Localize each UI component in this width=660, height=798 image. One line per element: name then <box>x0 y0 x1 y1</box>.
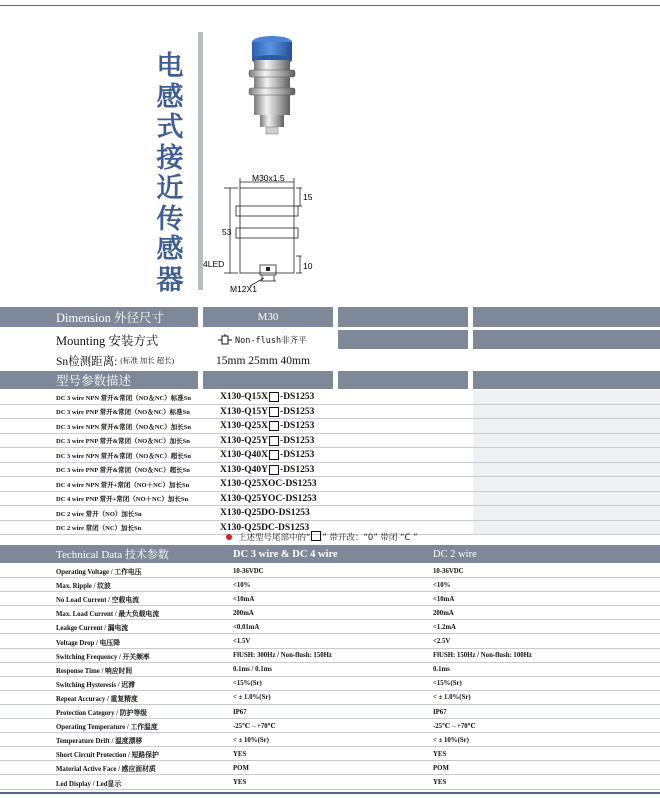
tech-value-dc2: POM <box>433 764 449 772</box>
tech-value-dc3: YES <box>233 750 247 758</box>
model-desc: DC 4 wire PNP 常开+常闭（NO＋NC）加长Sn <box>56 496 189 504</box>
tech-value-dc2: <15%(Sr) <box>433 680 462 688</box>
tech-label: Leakge Current / 漏电流 <box>56 625 129 633</box>
tech-label: Max. Ripple / 纹波 <box>56 583 111 591</box>
sn-label <box>56 351 174 370</box>
tech-value-dc2: YES <box>433 779 447 787</box>
tech-value-dc2: <1.2mA <box>433 623 456 631</box>
mounting-label: Mounting 安装方式 <box>56 333 159 348</box>
led-label: 4LED <box>203 259 225 269</box>
sn-label-sub: (标准 加长 超长) <box>120 356 175 365</box>
tech-label: Switching Frequency / 开关频率 <box>56 653 150 661</box>
tech-row <box>0 719 660 733</box>
model-code <box>220 448 314 463</box>
tech-value-dc3: <10mA <box>233 595 255 603</box>
model-code <box>220 419 314 434</box>
tech-label: Repeat Accuracy / 重复精度 <box>56 695 138 703</box>
tech-label: Response Time / 响应时间 <box>56 667 133 675</box>
tech-value-dc2: YES <box>433 750 447 758</box>
model-code <box>220 405 314 420</box>
tech-label: Operating Temperature / 工作温度 <box>56 724 158 732</box>
placeholder-box-icon <box>269 407 279 417</box>
model-code <box>220 492 317 507</box>
mounting-value-text: Non-flush非齐平 <box>235 335 307 346</box>
tech-value-dc3: < ± 1.0%(Sr) <box>233 694 271 702</box>
bottom-rule <box>0 792 660 794</box>
dimension-label: Dimension 外径尺寸 <box>56 311 164 325</box>
placeholder-box-icon <box>269 421 279 431</box>
tech-label: Operating Voltage / 工作电压 <box>56 569 142 577</box>
tech-value-dc3: 200mA <box>233 609 254 617</box>
tech-row <box>0 663 660 677</box>
placeholder-box-icon <box>269 465 279 475</box>
model-code-pre: X130-Q40X <box>220 450 269 461</box>
tech-value-dc3: <0.01mA <box>233 623 260 631</box>
model-note <box>226 531 418 543</box>
sn-label-text: Sn检测距离: <box>56 355 118 368</box>
tech-value-dc3: <10% <box>233 581 251 589</box>
tech-label: Led Display / Led显示 <box>56 780 122 788</box>
tech-value-dc2: FlUSH: 150Hz / Non-flush: 100Hz <box>433 652 532 660</box>
tech-value-dc3: <1.5V <box>233 638 251 646</box>
model-desc: DC 3 wire PNP 常开&常闭（NO＆NC）超长Sn <box>56 467 190 475</box>
connector-label: M12X1 <box>230 284 257 294</box>
tech-row <box>0 677 660 691</box>
thread-dim-label: M30x1.5 <box>252 173 285 183</box>
dimension-value: M30 <box>203 307 333 327</box>
model-row <box>0 390 660 405</box>
model-code-pre: X130-Q15X <box>220 392 269 403</box>
model-header: 型号参数描述 <box>56 374 132 388</box>
tech-header-row <box>0 545 660 563</box>
model-row <box>0 463 660 478</box>
placeholder-box-icon <box>269 450 279 460</box>
tech-value-dc3: POM <box>233 764 249 772</box>
tech-value-dc3: -25℃→+70℃ <box>233 723 276 731</box>
placeholder-box-icon <box>269 436 279 446</box>
tech-row <box>0 564 660 578</box>
tech-label: Short Circuit Protection / 短路保护 <box>56 752 159 760</box>
tech-label: Max. Load Current / 最大负载电流 <box>56 611 160 619</box>
tech-value-dc2: <10% <box>433 581 451 589</box>
model-code <box>220 463 314 478</box>
model-code <box>220 477 317 492</box>
model-code <box>220 506 310 521</box>
model-code-post: -DS1253 <box>280 435 315 446</box>
tech-value-dc2: < ± 1.0%(Sr) <box>433 694 471 702</box>
tech-value-dc3: < ± 10%(Sr) <box>233 736 269 744</box>
model-code-pre: X130-Q25YOC-DS1253 <box>220 493 317 504</box>
model-desc: DC 3 wire NPN 常开&常闭（NO＆NC）标准Sn <box>56 394 191 402</box>
tech-value-dc3: IP67 <box>233 708 247 716</box>
tech-value-dc2: 0.1ms <box>433 666 450 674</box>
model-code-post: -DS1253 <box>280 464 315 475</box>
model-code-pre: X130-Q40Y <box>220 464 269 475</box>
dim-53-label: 53 <box>222 227 232 237</box>
tech-row <box>0 578 660 592</box>
tech-row <box>0 761 660 775</box>
model-row <box>0 405 660 420</box>
red-dot-icon <box>226 534 232 540</box>
tech-row <box>0 747 660 761</box>
tech-col2-header: DC 2 wire <box>433 548 477 560</box>
tech-label: Temperature Drift / 温度漂移 <box>56 738 143 746</box>
dimension-drawing <box>200 168 330 298</box>
tech-row <box>0 691 660 705</box>
model-code-post: -DS1253 <box>280 392 315 403</box>
tech-value-dc2: -25℃→+70℃ <box>433 723 476 731</box>
tech-value-dc2: 200mA <box>433 609 454 617</box>
non-flush-icon <box>218 334 232 346</box>
model-header-row <box>0 371 660 389</box>
sensor-photo <box>238 30 308 135</box>
tech-value-dc3: <15%(Sr) <box>233 680 262 688</box>
tech-value-dc2: 10-36VDC <box>433 567 464 575</box>
tech-label: Switching Hysteresis / 迟滞 <box>56 681 135 689</box>
model-row <box>0 434 660 449</box>
tech-row <box>0 705 660 719</box>
tech-header: Technical Data 技术参数 <box>56 549 169 561</box>
tech-value-dc2: < ± 10%(Sr) <box>433 736 469 744</box>
model-code <box>220 390 314 405</box>
model-code-pre: X130-Q25XOC-DS1253 <box>220 479 317 490</box>
model-desc: DC 3 wire PNP 常开&常闭（NO＆NC）标准Sn <box>56 409 190 417</box>
model-code-pre: X130-Q25DO-DS1253 <box>220 508 310 519</box>
model-code-pre: X130-Q25X <box>220 421 269 432</box>
tech-label: Protection Category / 防护等级 <box>56 710 148 718</box>
mounting-row <box>0 330 660 349</box>
tech-value-dc2: IP67 <box>433 708 447 716</box>
model-row <box>0 492 660 507</box>
model-row <box>0 477 660 492</box>
model-code-post: -DS1253 <box>280 421 315 432</box>
tech-row <box>0 776 660 790</box>
placeholder-box-icon <box>269 392 279 402</box>
model-row <box>0 448 660 463</box>
dim-15-label: 15 <box>303 192 313 202</box>
placeholder-box-icon <box>311 531 321 541</box>
tech-label: Voltage Drop / 电压降 <box>56 639 121 647</box>
tech-label: No Load Current / 空载电流 <box>56 597 139 605</box>
model-desc: DC 3 wire PNP 常开&常闭（NO＆NC）加长Sn <box>56 438 190 446</box>
note-text-2: ” 带开改：“0” 带闭 “C ” <box>322 533 418 543</box>
model-desc: DC 2 wire 常开（NO）加长Sn <box>56 510 142 518</box>
model-desc: DC 3 wire NPN 常开&常闭（NO＆NC）加长Sn <box>56 423 191 431</box>
tech-value-dc3: FlUSH: 300Hz / Non-flush: 150Hz <box>233 652 332 660</box>
note-text-1: 上述型号尾部中的“ <box>238 533 311 543</box>
model-desc: DC 3 wire NPN 常开&常闭（NO＆NC）超长Sn <box>56 452 191 460</box>
model-code-post: -DS1253 <box>280 406 315 417</box>
tech-row <box>0 606 660 620</box>
model-desc: DC 4 wire NPN 常开+常闭（NO＋NC）加长Sn <box>56 481 190 489</box>
model-desc: DC 2 wire 常闭（NC）加长Sn <box>56 525 142 533</box>
tech-row <box>0 733 660 747</box>
top-rule <box>0 5 660 6</box>
page-title: 电感式接近传感器 <box>156 51 184 296</box>
dimension-row <box>0 307 660 327</box>
tech-value-dc2: <2.5V <box>433 638 451 646</box>
tech-row <box>0 649 660 663</box>
tech-row <box>0 592 660 606</box>
tech-row <box>0 635 660 649</box>
model-code-post: -DS1253 <box>280 450 315 461</box>
tech-value-dc3: YES <box>233 779 247 787</box>
model-row <box>0 419 660 434</box>
sn-row <box>0 351 660 370</box>
tech-value-dc2: <10mA <box>433 595 455 603</box>
tech-row <box>0 620 660 634</box>
model-code-pre: X130-Q25DC-DS1253 <box>220 522 310 533</box>
model-code-pre: X130-Q25Y <box>220 435 269 446</box>
mounting-value <box>218 330 307 349</box>
tech-value-dc3: 0.1ms / 0.1ms <box>233 666 272 674</box>
tech-label: Material Active Face / 感应面材质 <box>56 766 156 774</box>
tech-col1-header: DC 3 wire & DC 4 wire <box>233 548 338 560</box>
sn-value: 15mm 25mm 40mm <box>216 354 310 367</box>
dim-10-label: 10 <box>303 261 313 271</box>
model-code <box>220 434 314 449</box>
tech-value-dc3: 10-36VDC <box>233 567 264 575</box>
model-code-pre: X130-Q15Y <box>220 406 269 417</box>
model-row <box>0 506 660 521</box>
